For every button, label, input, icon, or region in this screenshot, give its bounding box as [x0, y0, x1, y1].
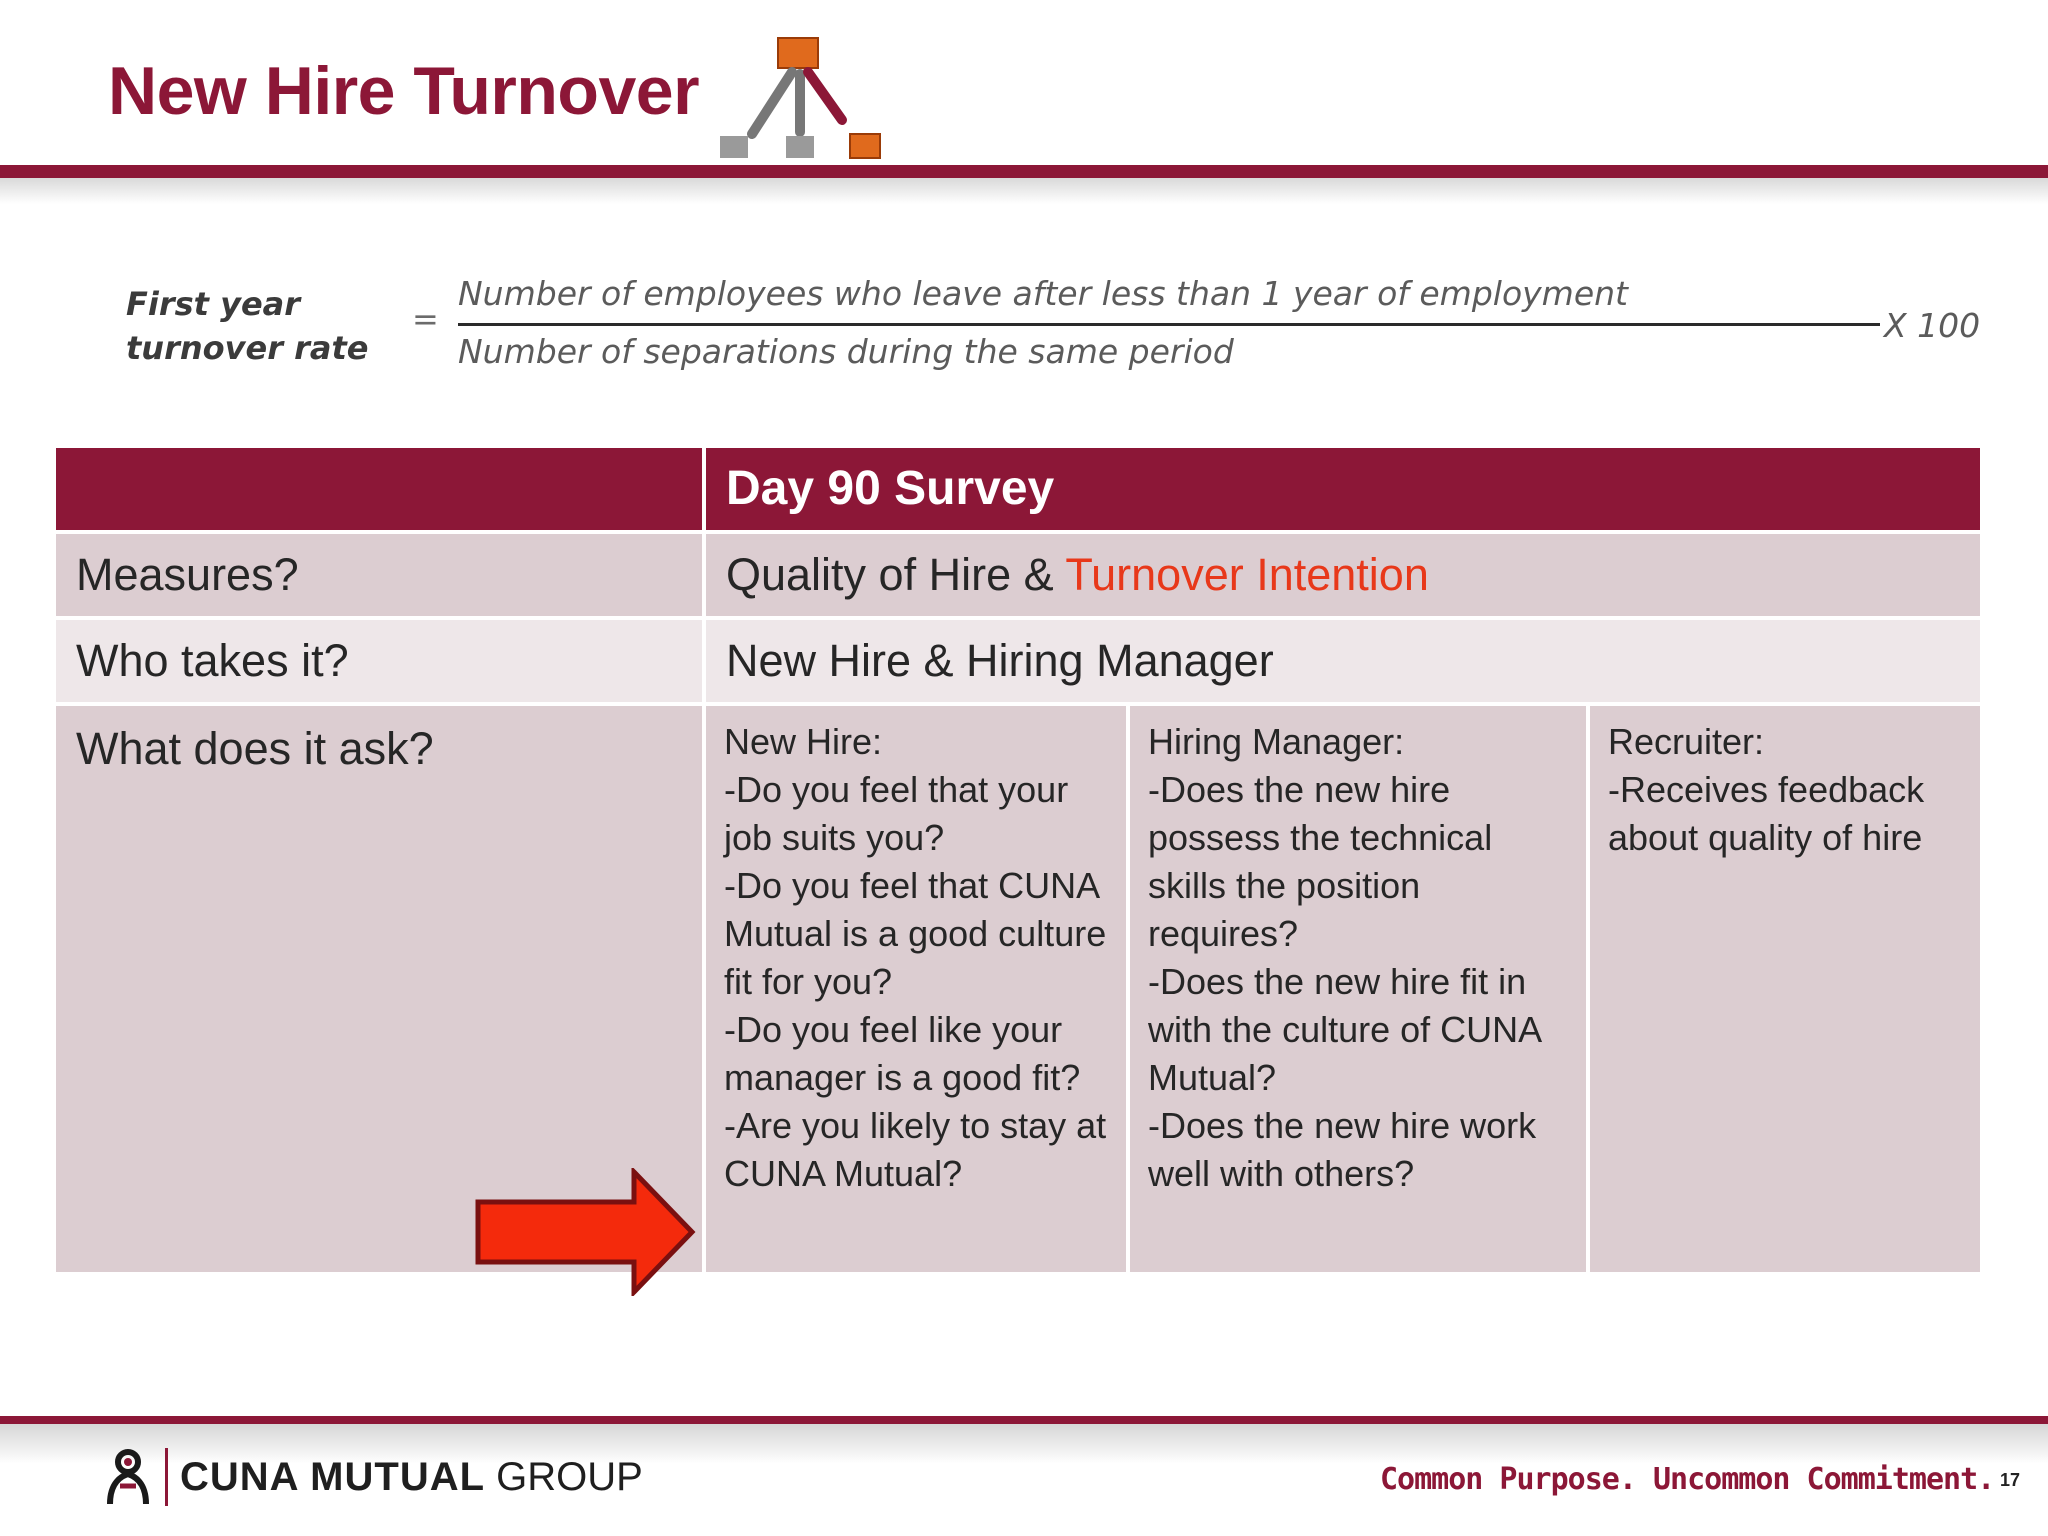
fraction-bar — [458, 323, 1880, 326]
recruiter-questions-cell — [1588, 704, 1982, 1274]
header-shadow — [0, 178, 2048, 204]
formula-equals: = — [412, 300, 439, 338]
tagline: Common Purpose. Uncommon Commitment. — [1380, 1462, 1995, 1497]
hiring-manager-questions: Hiring Manager: -Does the new hire possess the technical skills the position requires? -Does the new hire fit in with the culture of CUNA Mutual? -Does the new hire work well with others? — [1148, 721, 1541, 1194]
measures-value-main: Quality of Hire & — [726, 549, 1066, 600]
who-value: New Hire & Hiring Manager — [726, 635, 1274, 686]
hiring-manager-questions-cell — [1128, 704, 1588, 1274]
org-chart-icon — [712, 34, 892, 164]
measures-value — [706, 546, 1980, 604]
page-number: 17 — [2000, 1470, 2021, 1490]
table-row-who — [54, 618, 1982, 704]
survey-title: Day 90 Survey — [726, 462, 1055, 515]
measures-value-cell — [704, 532, 1982, 618]
who-value-cell — [704, 618, 1982, 704]
measures-value-highlight: Turnover Intention — [1065, 549, 1429, 600]
arrow-right-icon — [474, 1168, 698, 1296]
recruiter-questions: Recruiter: -Receives feedback about quality of hire — [1608, 721, 1925, 858]
formula-denominator: Number of separations during the same period — [458, 332, 1234, 371]
new-hire-questions-cell — [704, 704, 1128, 1274]
company-name-regular: GROUP — [485, 1455, 643, 1499]
formula-label-line1: First year — [126, 285, 301, 323]
formula-multiplier: X 100 — [1884, 306, 1981, 345]
cuna-logo-icon — [100, 1446, 170, 1508]
survey-table — [52, 444, 1984, 1276]
header-survey-cell — [704, 446, 1982, 532]
turnover-formula — [120, 270, 1981, 390]
footer-divider — [165, 1448, 168, 1506]
company-name-bold: CUNA MUTUAL — [180, 1455, 486, 1499]
footer-rule — [0, 1416, 2048, 1424]
header-rule — [0, 165, 2048, 178]
slide-title: New Hire Turnover — [108, 53, 700, 129]
formula-label — [126, 282, 446, 370]
ask-label: What does it ask? — [76, 723, 434, 774]
who-label: Who takes it? — [76, 635, 349, 686]
measures-label: Measures? — [76, 549, 299, 600]
table-row-measures — [54, 532, 1982, 618]
formula-numerator: Number of employees who leave after less than 1 year of employment — [458, 274, 1628, 313]
table-header-row — [54, 446, 1982, 532]
new-hire-questions: New Hire: -Do you feel that your job suits you? -Do you feel that CUNA Mutual is a good culture fit for you? -Do you feel like your manager is a good fit? -Are you likely to stay at CUNA Mutual? — [724, 721, 1107, 1194]
formula-label-line2: turnover rate — [126, 329, 369, 367]
header-blank-cell — [54, 446, 704, 532]
who-label-cell — [54, 618, 704, 704]
company-name — [180, 1455, 643, 1500]
measures-label-cell — [54, 532, 704, 618]
table-row-ask — [54, 704, 1982, 1274]
